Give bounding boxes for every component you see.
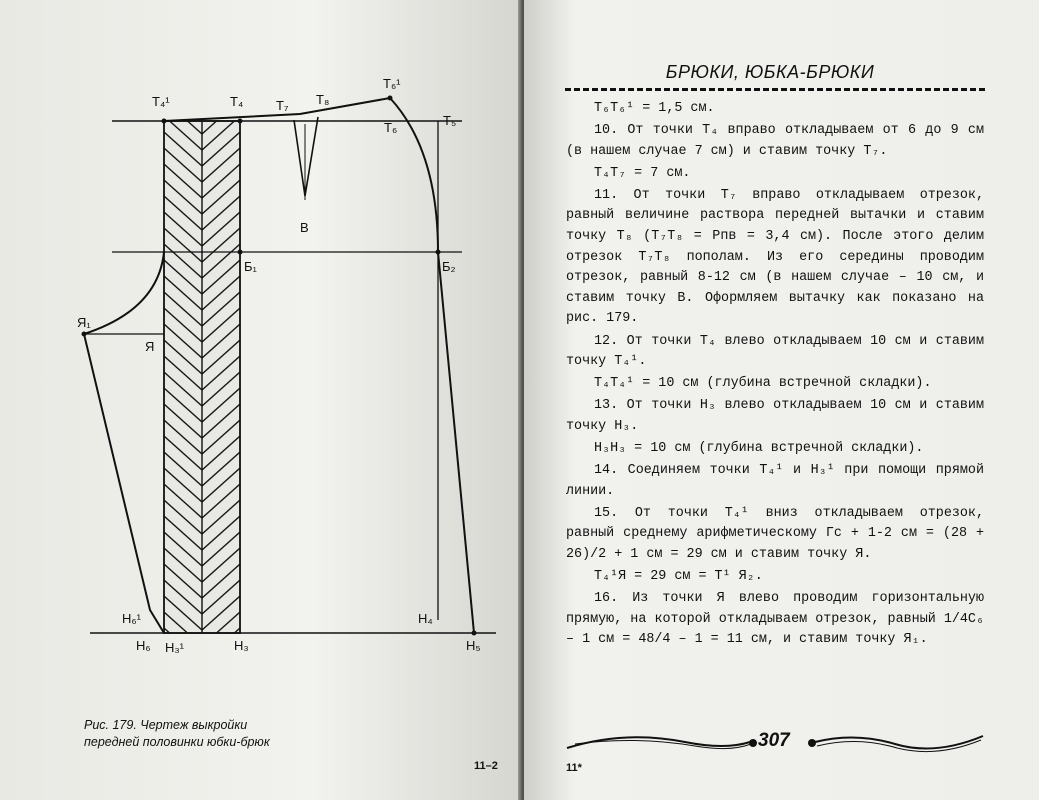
paragraph: Н₃Н₃ = 10 см (глубина встречной складки). xyxy=(594,441,924,456)
label-t6: T₆ xyxy=(384,120,398,135)
label-t8: T₈ xyxy=(316,92,330,107)
label-h6: Н₆ xyxy=(136,638,151,653)
label-t4: T₄ xyxy=(230,94,244,109)
label-h3: Н₃ xyxy=(234,638,249,653)
label-b2: Б₂ xyxy=(442,259,456,274)
paragraph: 12. От точки Т₄ влево откладываем 10 см и ставим точку Т₄¹. xyxy=(566,333,984,370)
label-t7: T₇ xyxy=(276,98,289,113)
paragraph: 16. Из точки Я влево проводим горизонтальную прямую, на которой откладываем отрезок, равный 1/4С₆ – 1 см = 48/4 – 1 = 11 см, и ставим точку Я₁. xyxy=(566,591,984,648)
figure-caption xyxy=(84,717,270,751)
body-text xyxy=(566,99,984,652)
label-t6-prime: T₆¹ xyxy=(383,76,401,91)
point-h5 xyxy=(472,631,477,636)
point-t4-prime xyxy=(162,119,167,124)
label-h5: Н₅ xyxy=(466,638,481,653)
label-ya: Я xyxy=(145,339,155,354)
dart xyxy=(294,117,318,196)
paragraph: 13. От точки Н₃ влево откладываем 10 см и ставим точку Н₃. xyxy=(566,398,984,434)
left-footer-mark: 11–2 xyxy=(474,760,498,772)
point-ya1 xyxy=(82,332,87,337)
paragraph: Т₄Т₇ = 7 см. xyxy=(594,165,691,181)
paragraph: 10. От точки Т₄ вправо откладываем от 6 до 9 см (в нашем случае 7 см) и ставим точку Т₇. xyxy=(566,123,984,159)
page-number: 307 xyxy=(758,730,790,751)
label-t5: T₅ xyxy=(443,113,457,128)
paragraph: Т₆Т₆¹ = 1,5 см. xyxy=(594,101,715,116)
right-footer-mark: 11* xyxy=(566,762,582,774)
point-t6-prime xyxy=(388,96,393,101)
paragraph: 14. Соединяем точки Т₄¹ и Н₃¹ при помощи прямой линии. xyxy=(566,463,984,499)
point-t4 xyxy=(238,119,243,124)
header-dashed-rule xyxy=(565,88,985,91)
label-b: В xyxy=(300,220,309,235)
paragraph: 11. От точки Т₇ вправо откладываем отрезок, равный величине раствора передней вытачки и ставим точку Т₈ (Т₇Т₈ = Рпв = 3,4 см). После этого делим отрезок Т₇Т₈ пополам. Из его середины проводим отрезок, равный 8-12 см (в нашем случае – 10 см, и ставим точку В. Оформляем вытачку как показано на рис. 179. xyxy=(566,187,984,327)
paragraph: Т₄Т₄¹ = 10 см (глубина встречной складки). xyxy=(594,376,932,392)
label-ya1: Я₁ xyxy=(77,315,91,330)
label-b1: Б₁ xyxy=(244,259,257,274)
caption-line-2: передней половинки юбки-брюк xyxy=(84,735,270,749)
caption-line-1: Рис. 179. Чертеж выкройки xyxy=(84,718,248,732)
label-h6-prime: Н₆¹ xyxy=(122,611,141,626)
running-head: БРЮКИ, ЮБКА-БРЮКИ xyxy=(665,62,875,82)
label-h3-prime: Н₃¹ xyxy=(165,640,185,655)
label-h4: Н₄ xyxy=(418,611,433,626)
paragraph: 15. От точки Т₄¹ вниз откладываем отрезок, равный среднему арифметическому Гс + 1-2 см = (28 + 26)/2 + 1 см = 29 см и ставим точку Я. xyxy=(566,505,984,562)
label-t4-prime: T₄¹ xyxy=(152,94,170,109)
paragraph: Т₄¹Я = 29 см = Т¹ Я₂. xyxy=(594,569,763,585)
crotch-and-inseam xyxy=(84,252,164,633)
point-b2 xyxy=(436,250,441,255)
point-b1 xyxy=(238,250,243,255)
